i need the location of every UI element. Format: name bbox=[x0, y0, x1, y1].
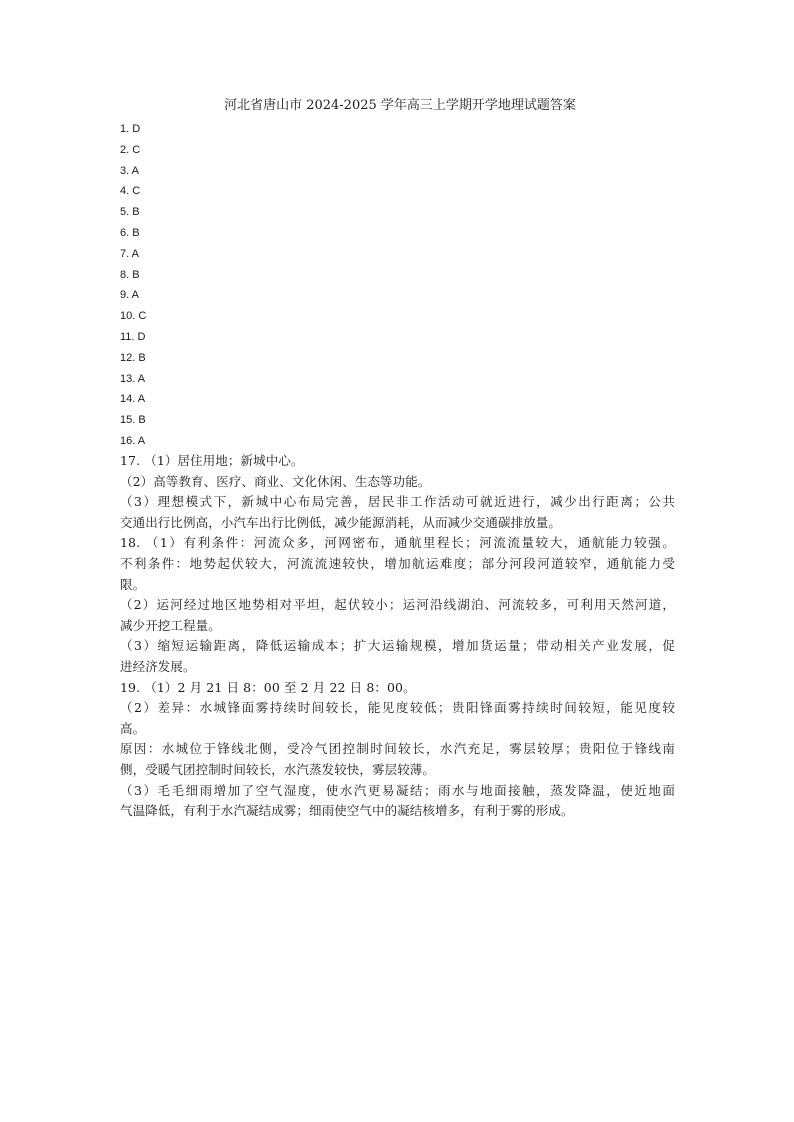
mc-answer-13: 13. A bbox=[120, 372, 146, 385]
mc-answer-15: 15. B bbox=[120, 414, 146, 427]
mc-answer-14: 14. A bbox=[120, 393, 146, 406]
document-title: 河北省唐山市 2024-2025 学年高三上学期开学地理试题答案 bbox=[224, 98, 576, 113]
answer-line: 高。 bbox=[120, 720, 146, 736]
answer-line: 不利条件：地势起伏较大，河流流速较快，增加航运难度；部分河段河道较窄，通航能力受 bbox=[120, 555, 675, 571]
answer-line: （2）高等教育、医疗、商业、文化休闲、生态等功能。 bbox=[120, 473, 431, 489]
answer-line: 原因：水城位于锋线北侧，受冷气团控制时间较长，水汽充足，雾层较厚；贵阳位于锋线南 bbox=[120, 741, 675, 757]
mc-answer-1: 1. D bbox=[120, 123, 141, 135]
answer-line: （2）差异：水城锋面雾持续时间较长，能见度较低；贵阳锋面雾持续时间较短，能见度较 bbox=[120, 700, 675, 716]
answer-line: 减少开挖工程量。 bbox=[120, 617, 221, 633]
answer-line: 19. （1）2 月 21 日 8：00 至 2 月 22 日 8：00。 bbox=[120, 679, 416, 695]
mc-answer-9: 9. A bbox=[120, 289, 139, 302]
mc-answer-8: 8. B bbox=[120, 268, 140, 281]
mc-answer-7: 7. A bbox=[120, 247, 139, 260]
mc-answer-5: 5. B bbox=[120, 206, 140, 219]
answer-line: 限。 bbox=[120, 576, 146, 592]
mc-answer-12: 12. B bbox=[120, 351, 146, 364]
answer-line: 18. （1）有利条件：河流众多，河网密布，通航里程长；河流流量较大，通航能力较强。 bbox=[120, 535, 675, 551]
mc-answer-16: 16. A bbox=[120, 434, 146, 447]
multiple-choice-answers bbox=[120, 119, 146, 452]
answer-line: 气温降低，有利于水汽凝结成雾；细雨使空气中的凝结核增多，有利于雾的形成。 bbox=[120, 803, 574, 819]
mc-answer-10: 10. C bbox=[120, 310, 147, 323]
answer-line: 侧，受暖气团控制时间较长，水汽蒸发较快，雾层较薄。 bbox=[120, 761, 436, 777]
mc-answer-4: 4. C bbox=[120, 185, 141, 198]
free-response-answers bbox=[120, 451, 675, 822]
mc-answer-11: 11. D bbox=[120, 330, 146, 343]
mc-answer-3: 3. A bbox=[120, 164, 139, 177]
mc-answer-6: 6. B bbox=[120, 226, 140, 239]
mc-answer-2: 2. C bbox=[120, 143, 141, 156]
answer-line: 17. （1）居住用地；新城中心。 bbox=[120, 453, 304, 468]
answer-line: （3）理想模式下，新城中心布局完善，居民非工作活动可就近进行，减少出行距离；公共 bbox=[120, 494, 675, 510]
answer-line: （2）运河经过地区地势相对平坦，起伏较小；运河沿线湖泊、河流较多，可利用天然河道， bbox=[120, 597, 675, 613]
answer-line: （3）缩短运输距离，降低运输成本；扩大运输规模，增加货运量；带动相关产业发展，促 bbox=[120, 638, 675, 654]
answer-line: （3）毛毛细雨增加了空气湿度，使水汽更易凝结；雨水与地面接触，蒸发降温，使近地面 bbox=[120, 782, 675, 798]
answer-line: 交通出行比例高，小汽车出行比例低，减少能源消耗，从而减少交通碳排放量。 bbox=[120, 514, 562, 530]
answer-line: 进经济发展。 bbox=[120, 658, 196, 674]
